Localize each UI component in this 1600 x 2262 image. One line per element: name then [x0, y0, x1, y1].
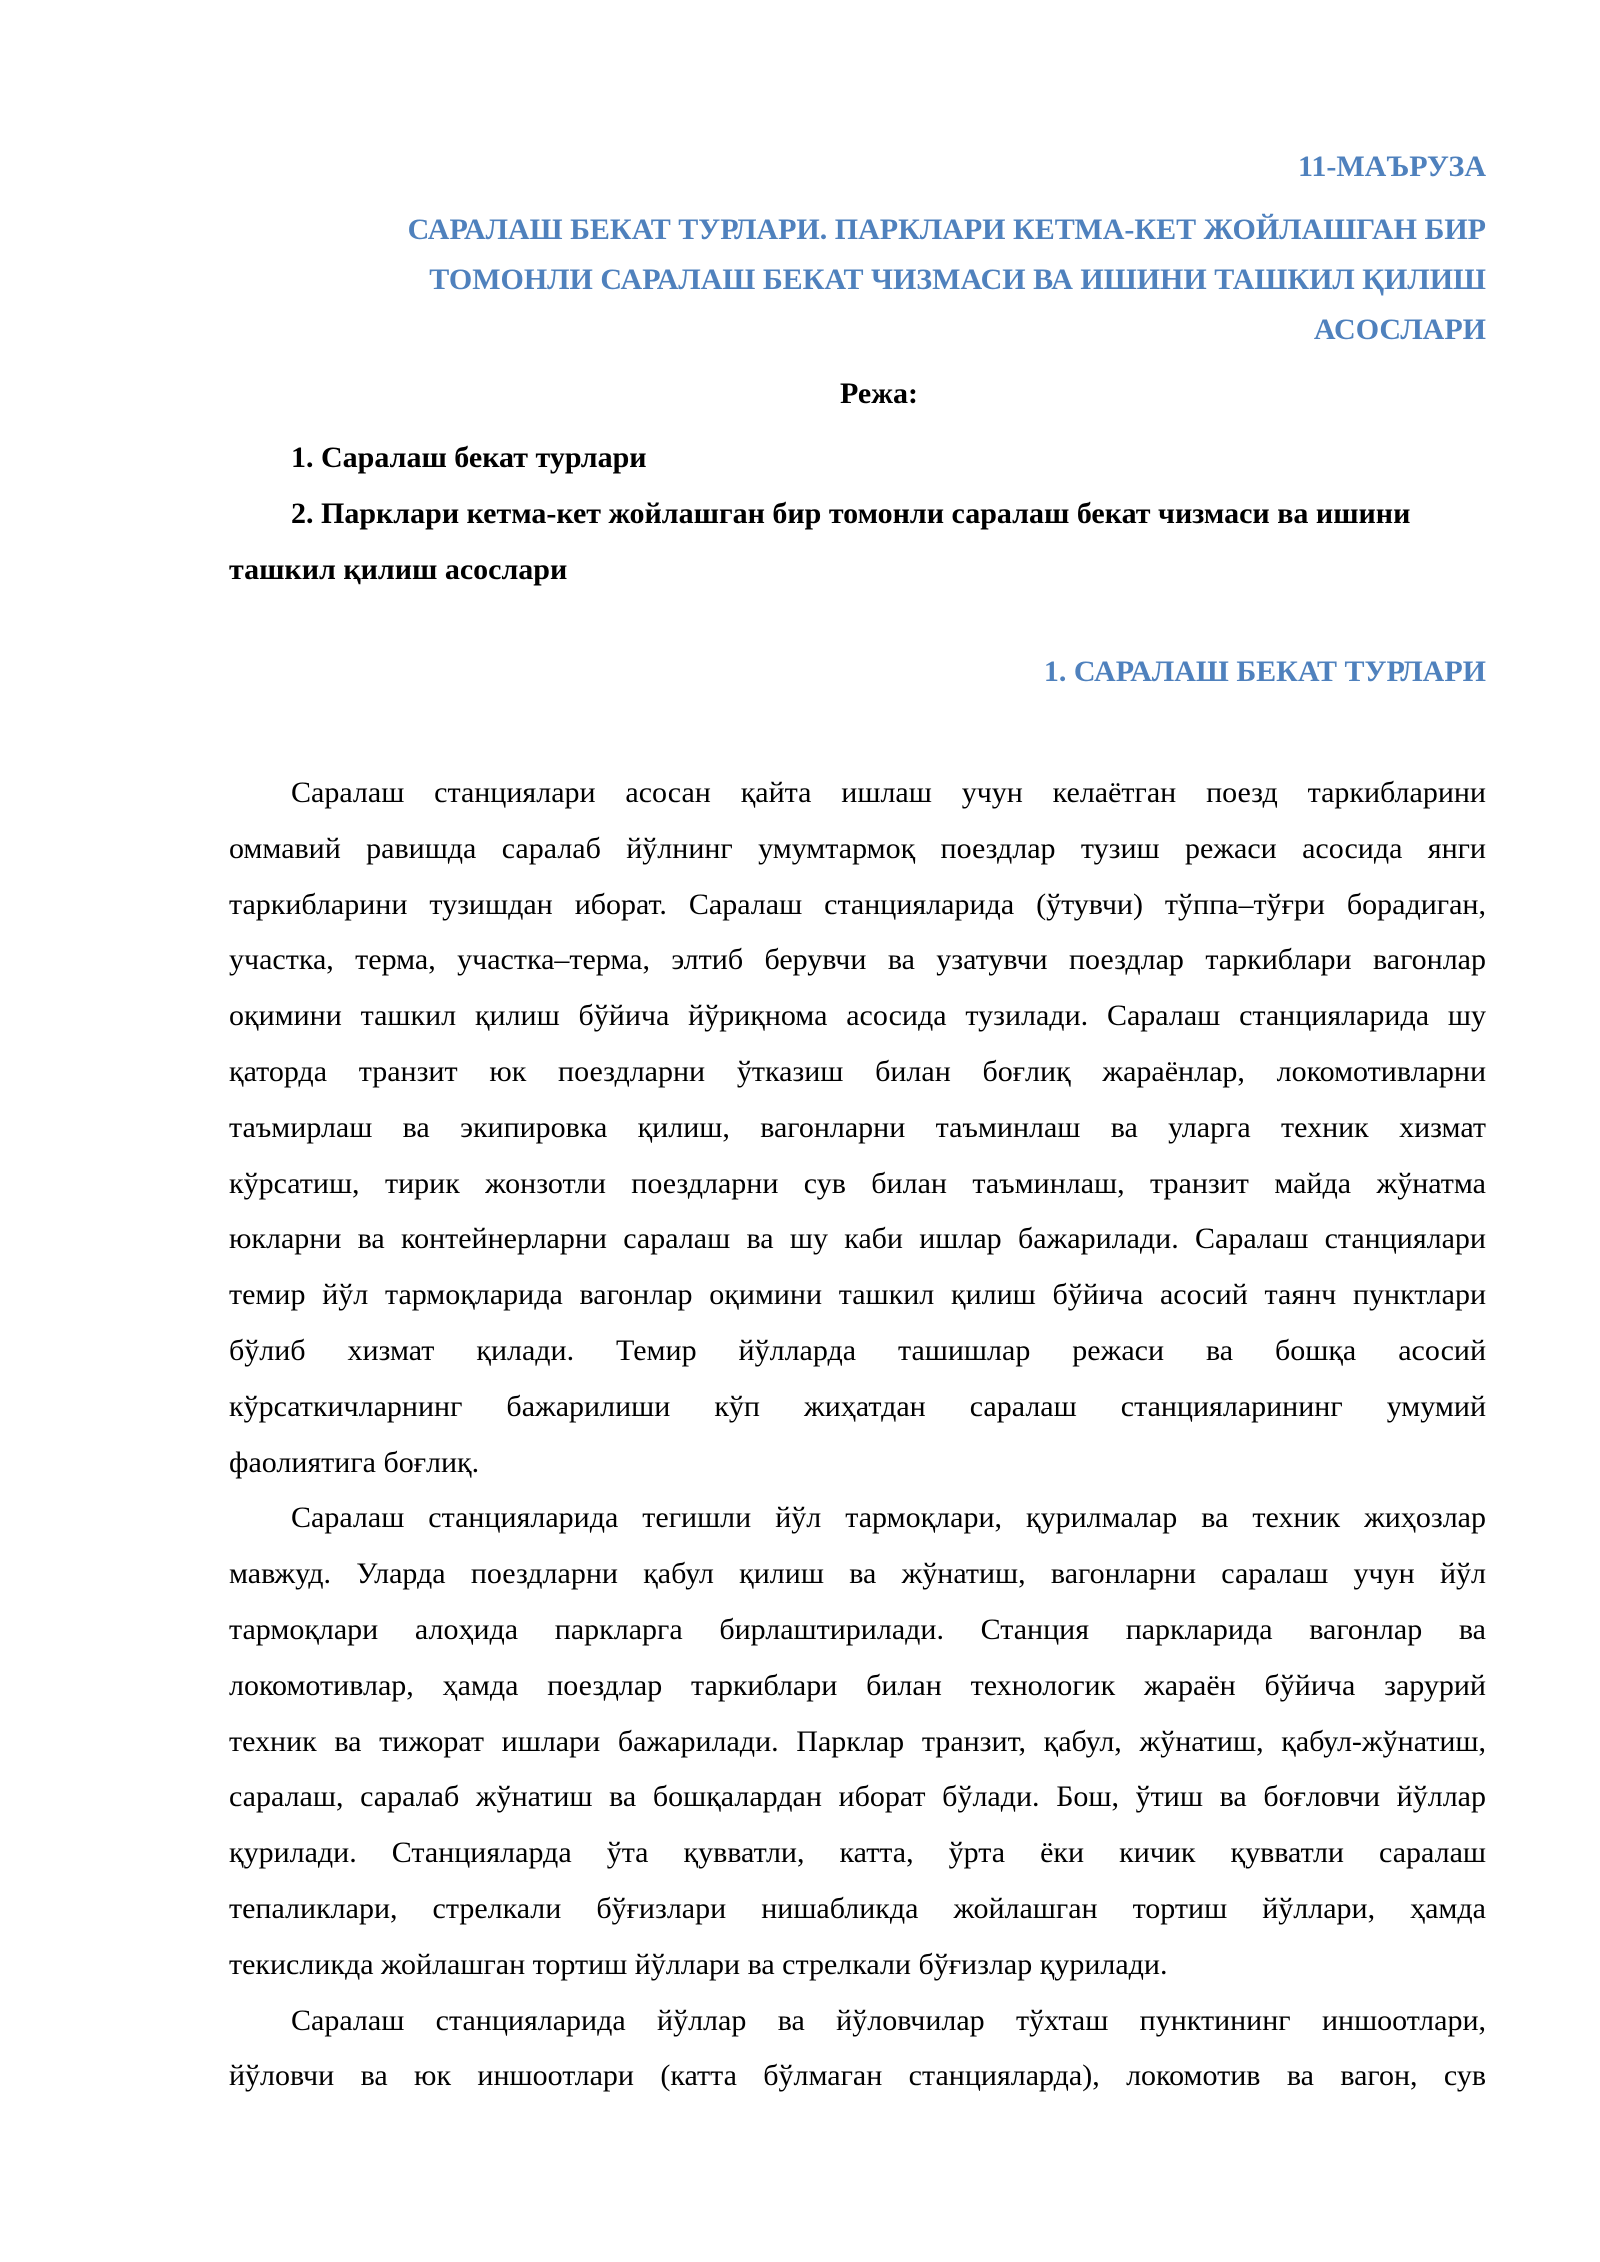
- text-line: қаторда транзит юк поездларни ўтказиш билан боғлиқ жараёнлар, локомотивларни: [229, 1054, 1486, 1088]
- text-line: бўлиб хизмат қилади. Темир йўлларда ташишлар режаси ва бошқа асосий: [229, 1333, 1486, 1367]
- lecture-number: 11-МАЪРУЗА: [1298, 150, 1486, 183]
- text-line: таъмирлаш ва экипировка қилиш, вагонларни таъминлаш ва уларга техник хизмат: [229, 1110, 1486, 1144]
- section-heading: 1. САРАЛАШ БЕКАТ ТУРЛАРИ: [1043, 655, 1486, 688]
- text-line: таркибларини тузишдан иборат. Саралаш станцияларида (ўтувчи) тўппа–тўғри борадиган,: [229, 887, 1486, 921]
- text-line: Саралаш станциялари асосан қайта ишлаш учун келаётган поезд таркибларини: [291, 776, 1486, 809]
- plan-item-2: [229, 486, 1499, 598]
- text-line: йўловчи ва юк иншоотлари (катта бўлмаган станцияларда), локомотив ва вагон, сув: [229, 2059, 1486, 2093]
- text-line: текисликда жойлашган тортиш йўллари ва стрелкали бўғизлар қурилади.: [229, 1947, 1168, 1981]
- paragraph-2: [229, 1490, 1486, 1992]
- text-line: техник ва тижорат ишлари бажарилади. Парклар транзит, қабул, жўнатиш, қабул-жўнатиш,: [229, 1724, 1486, 1758]
- plan-heading: Режа:: [840, 377, 918, 410]
- body-text: [229, 765, 1486, 2104]
- paragraph-3: [229, 1993, 1486, 2105]
- text-line: кўрсатиш, тирик жонзотли поездларни сув билан таъминлаш, транзит майда жўнатма: [229, 1166, 1486, 1200]
- text-line: фаолиятига боғлиқ.: [229, 1445, 480, 1479]
- text-line: Саралаш станцияларида тегишли йўл тармоқлари, қурилмалар ва техник жиҳозлар: [291, 1501, 1486, 1535]
- text-line: темир йўл тармоқларида вагонлар оқимини ташкил қилиш бўйича асосий таянч пунктлари: [229, 1278, 1486, 1312]
- plan-item-2-line: 2. Парклари кетма-кет жойлашган бир томонли саралаш бекат чизмаси ва ишини: [291, 497, 1411, 530]
- text-line: участка, терма, участка–терма, элтиб берувчи ва узатувчи поездлар таркиблари вагонлар: [229, 943, 1486, 977]
- lecture-title-line: САРАЛАШ БЕКАТ ТУРЛАРИ. ПАРКЛАРИ КЕТМА-КЕТ ЖОЙЛАШГАН БИР: [407, 213, 1486, 246]
- text-line: оқимини ташкил қилиш бўйича йўриқнома асосида тузилади. Саралаш станцияларида шу: [229, 999, 1486, 1033]
- text-line: тармоқлари алоҳида паркларга бирлаштирилади. Станция паркларида вагонлар ва: [229, 1612, 1486, 1646]
- text-line: мавжуд. Уларда поездларни қабул қилиш ва жўнатиш, вагонларни саралаш учун йўл: [229, 1557, 1486, 1591]
- plan-item-2-line: ташкил қилиш асослари: [229, 553, 568, 586]
- paragraph-1: [229, 765, 1486, 1490]
- lecture-title-line: АСОСЛАРИ: [1313, 313, 1486, 346]
- text-line: кўрсаткичларнинг бажарилиши кўп жиҳатдан саралаш станцияларининг умумий: [229, 1389, 1486, 1423]
- plan-list: [229, 430, 1499, 598]
- text-line: Саралаш станцияларида йўллар ва йўловчилар тўхташ пунктининг иншоотлари,: [291, 2003, 1486, 2037]
- lecture-title-line: ТОМОНЛИ САРАЛАШ БЕКАТ ЧИЗМАСИ ВА ИШИНИ ТАШКИЛ ҚИЛИШ: [429, 263, 1486, 296]
- text-line: тепаликлари, стрелкали бўғизлари нишабликда жойлашган тортиш йўллари, ҳамда: [229, 1891, 1486, 1925]
- text-line: қурилади. Станцияларда ўта қувватли, катта, ўрта ёки кичик қувватли саралаш: [229, 1836, 1486, 1870]
- plan-item-1: 1. Саралаш бекат турлари: [291, 441, 647, 474]
- lecture-title: [229, 205, 1486, 355]
- text-line: оммавий равишда саралаб йўлнинг умумтармоқ поездлар тузиш режаси асосида янги: [229, 831, 1486, 865]
- text-line: саралаш, саралаб жўнатиш ва бошқалардан иборат бўлади. Бош, ўтиш ва боғловчи йўллар: [229, 1780, 1486, 1814]
- text-line: локомотивлар, ҳамда поездлар таркиблари билан технологик жараён бўйича зарурий: [229, 1668, 1486, 1702]
- text-line: юкларни ва контейнерларни саралаш ва шу каби ишлар бажарилади. Саралаш станциялари: [229, 1222, 1486, 1256]
